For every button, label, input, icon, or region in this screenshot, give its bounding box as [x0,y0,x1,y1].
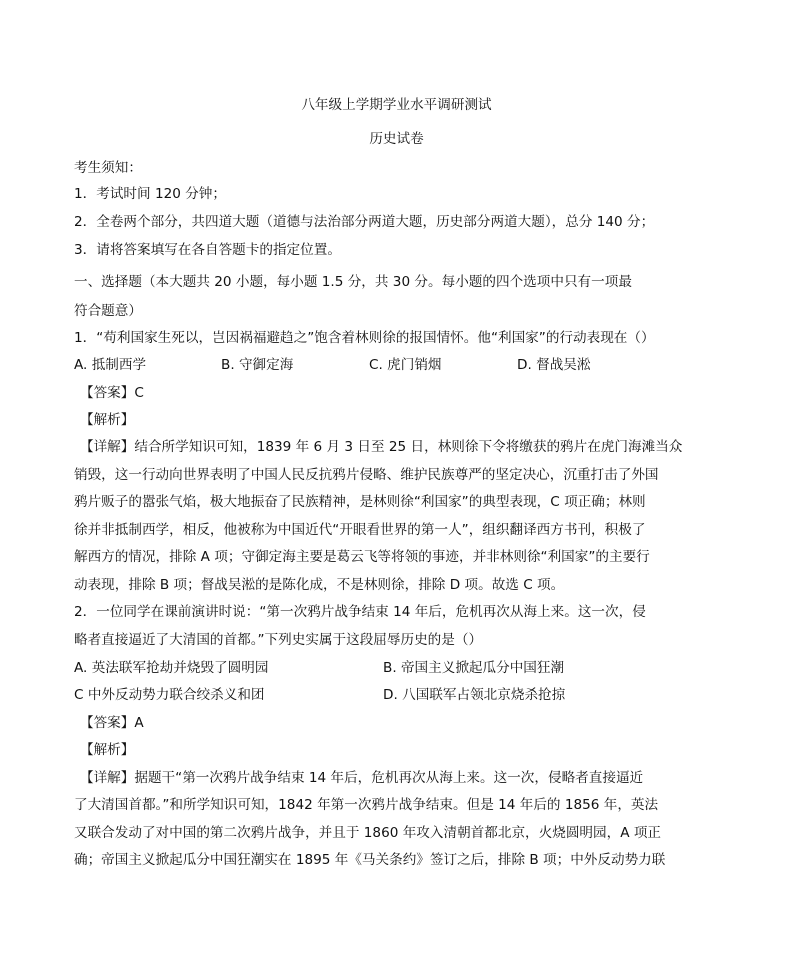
question-stem-cont: 略者直接逼近了大清国的首都。”下列史实属于这段屈辱历史的是（） [74,632,483,648]
notice-heading: 考生须知： [74,160,142,176]
section-title: 一、选择题（本大题共 20 小题，每小题 1.5 分，共 30 分。每小题的四个选项中只有一项最 [74,274,632,290]
option-b: B. 帝国主义掀起瓜分中国狂潮 [383,660,565,676]
detail-line: 【详解】结合所学知识可知，1839 年 6 月 3 日至 25 日，林则徐下令将缴获的鸦片在虎门海滩当众 [80,439,683,455]
detail-line: 确；帝国主义掀起瓜分中国狂潮实在 1895 年《马关条约》签订之后，排除 B 项；中外反动势力联 [74,852,666,868]
answer-label: 【答案】C [80,385,144,401]
answer-label: 【答案】A [80,715,144,731]
detail-line: 又联合发动了对中国的第二次鸦片战争，并且于 1860 年攻入清朝首都北京，火烧圆明园，A 项正 [74,825,662,841]
detail-line: 解西方的情况，排除 A 项；守御定海主要是葛云飞等将领的事迹，并非林则徐“利国家”的主要行 [74,549,650,565]
option-d: D. 督战吴淞 [517,357,591,373]
option-a: A. 抵制西学 [74,357,147,373]
exam-title: 八年级上学期学业水平调研测试 [301,97,492,113]
analysis-label: 【解析】 [80,412,135,428]
option-a: A. 英法联军抢劫并烧毁了圆明园 [74,660,269,676]
option-d: D. 八国联军占领北京烧杀抢掠 [383,687,566,703]
analysis-label: 【解析】 [80,742,135,758]
option-b: B. 守御定海 [221,357,294,373]
detail-line: 动表现，排除 B 项；督战吴淞的是陈化成，不是林则徐，排除 D 项。故选 C 项。 [74,577,565,593]
exam-subtitle: 历史试卷 [369,131,424,147]
detail-line: 了大清国首都。”和所学知识可知，1842 年第一次鸦片战争结束。但是 14 年后的 1856 年，英法 [74,797,659,813]
section-title-cont: 符合题意） [74,303,142,319]
detail-line: 【详解】据题干“第一次鸦片战争结束 14 年后，危机再次从海上来。这一次，侵略者直接逼近 [80,770,644,786]
notice-item: 2．全卷两个部分，共四道大题（道德与法治部分两道大题，历史部分两道大题），总分 140 分； [74,214,655,230]
detail-line: 鸦片贩子的嚣张气焰，极大地振奋了民族精神，是林则徐“利国家”的典型表现，C 项正确；林则 [74,494,646,510]
question-stem: 1．“苟利国家生死以，岂因祸福避趋之”饱含着林则徐的报国情怀。他“利国家”的行动表现在（） [74,330,655,346]
option-c: C. 虎门销烟 [369,357,442,373]
option-c: C 中外反动势力联合绞杀义和团 [74,687,265,703]
detail-line: 销毁，这一行动向世界表明了中国人民反抗鸦片侵略、维护民族尊严的坚定决心，沉重打击了外国 [74,467,659,483]
notice-item: 1．考试时间 120 分钟； [74,186,226,202]
detail-line: 徐并非抵制西学，相反，他被称为中国近代“开眼看世界的第一人”，组织翻译西方书刊，积极了 [74,522,646,538]
notice-item: 3．请将答案填写在各自答题卡的指定位置。 [74,242,341,258]
question-stem: 2．一位同学在课前演讲时说：“第一次鸦片战争结束 14 年后，危机再次从海上来。这一次，侵 [74,604,646,620]
